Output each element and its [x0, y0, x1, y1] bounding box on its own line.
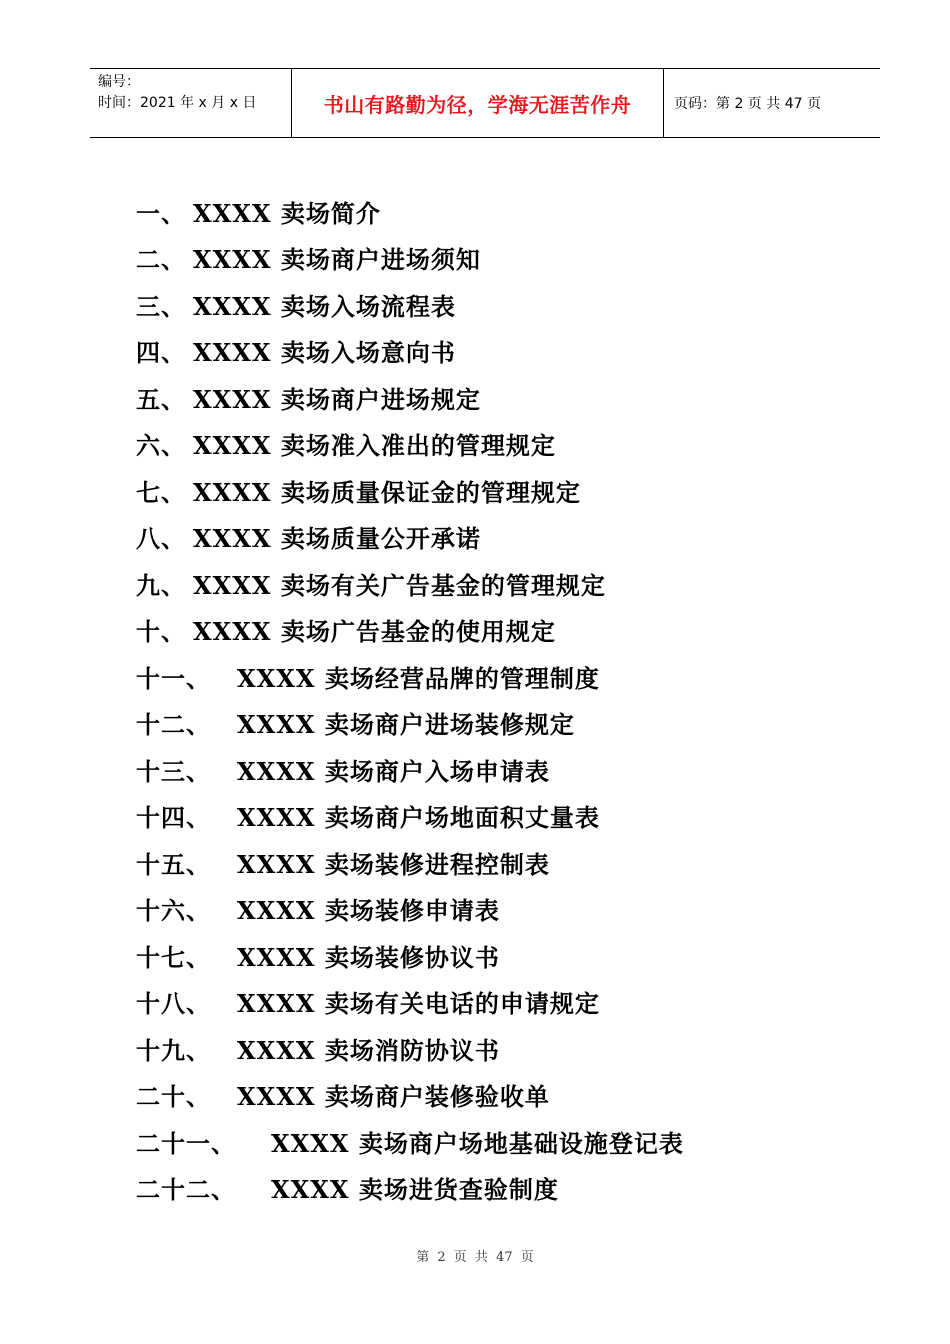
toc-item — [136, 793, 876, 840]
toc-item-number: 十、 — [136, 617, 186, 647]
toc-item-title: XXXX 卖场商户场地面积丈量表 — [237, 803, 600, 833]
toc-item-number: 三、 — [136, 291, 186, 321]
toc-item-number: 十八、 — [136, 989, 211, 1019]
toc-item-title: XXXX 卖场装修协议书 — [237, 942, 500, 972]
toc-item-title: XXXX 卖场质量公开承诺 — [193, 524, 481, 554]
toc-item — [136, 467, 876, 514]
toc-item — [136, 1072, 876, 1119]
toc-item — [136, 328, 876, 375]
toc-item-title: XXXX 卖场商户进场装修规定 — [237, 710, 575, 740]
toc-item-title: XXXX 卖场消防协议书 — [237, 1035, 500, 1065]
toc-item-title: XXXX 卖场商户场地基础设施登记表 — [271, 1128, 684, 1158]
number-label: 编号： — [98, 74, 140, 90]
toc-item-title: XXXX 卖场有关电话的申请规定 — [237, 989, 600, 1019]
toc-item-number: 五、 — [136, 384, 186, 414]
header-motto: 书山有路勤为径，学海无涯苦作舟 — [292, 69, 664, 137]
toc-item — [136, 1118, 876, 1165]
toc-item-title: XXXX 卖场有关广告基金的管理规定 — [193, 570, 606, 600]
page-header — [90, 68, 880, 138]
toc-item-number: 十五、 — [136, 849, 211, 879]
toc-item-title: XXXX 卖场商户进场规定 — [193, 384, 481, 414]
toc-item-number: 十七、 — [136, 942, 211, 972]
toc-item-title: XXXX 卖场进货查验制度 — [271, 1175, 559, 1205]
toc-item-number: 十九、 — [136, 1035, 211, 1065]
toc-item-title: XXXX 卖场商户装修验收单 — [237, 1082, 550, 1112]
toc-item-title: XXXX 卖场经营品牌的管理制度 — [237, 663, 600, 693]
toc-item — [136, 607, 876, 654]
toc-item-number: 十一、 — [136, 663, 211, 693]
toc-item-title: XXXX 卖场广告基金的使用规定 — [193, 617, 556, 647]
toc-item-number: 十二、 — [136, 710, 211, 740]
toc-item-number: 二十一、 — [136, 1128, 236, 1158]
toc-item — [136, 839, 876, 886]
time-label: 时间：2021 年 x 月 x 日 — [98, 95, 257, 111]
toc-item — [136, 746, 876, 793]
table-of-contents — [136, 188, 876, 1211]
toc-item — [136, 514, 876, 561]
toc-item-number: 四、 — [136, 338, 186, 368]
toc-item-number: 一、 — [136, 198, 186, 228]
toc-item-number: 十四、 — [136, 803, 211, 833]
toc-item — [136, 932, 876, 979]
toc-item — [136, 374, 876, 421]
toc-item-number: 十三、 — [136, 756, 211, 786]
toc-item-number: 十六、 — [136, 896, 211, 926]
toc-item-number: 七、 — [136, 477, 186, 507]
toc-item — [136, 979, 876, 1026]
toc-item-title: XXXX 卖场商户进场须知 — [193, 245, 481, 275]
toc-item — [136, 281, 876, 328]
toc-item-number: 二十二、 — [136, 1175, 236, 1205]
toc-item-title: XXXX 卖场装修进程控制表 — [237, 849, 550, 879]
toc-item-number: 六、 — [136, 431, 186, 461]
toc-item — [136, 188, 876, 235]
page-footer: 第 2 页 共 47 页 — [416, 1250, 534, 1265]
toc-item-number: 八、 — [136, 524, 186, 554]
toc-item-title: XXXX 卖场入场流程表 — [193, 291, 456, 321]
toc-item-number: 二十、 — [136, 1082, 211, 1112]
toc-item-title: XXXX 卖场商户入场申请表 — [237, 756, 550, 786]
header-page-label: 页码：第 2 页 共 47 页 — [674, 96, 821, 112]
toc-item — [136, 560, 876, 607]
toc-item-title: XXXX 卖场装修申请表 — [237, 896, 500, 926]
toc-item-title: XXXX 卖场准入准出的管理规定 — [193, 431, 556, 461]
header-meta — [90, 69, 292, 137]
toc-item — [136, 1165, 876, 1212]
toc-item-title: XXXX 卖场入场意向书 — [193, 338, 456, 368]
toc-item — [136, 653, 876, 700]
toc-item — [136, 886, 876, 933]
toc-item — [136, 235, 876, 282]
toc-item-number: 二、 — [136, 245, 186, 275]
toc-item-title: XXXX 卖场简介 — [193, 198, 381, 228]
toc-item — [136, 421, 876, 468]
toc-item — [136, 700, 876, 747]
toc-item-title: XXXX 卖场质量保证金的管理规定 — [193, 477, 581, 507]
toc-item-number: 九、 — [136, 570, 186, 600]
toc-item — [136, 1025, 876, 1072]
